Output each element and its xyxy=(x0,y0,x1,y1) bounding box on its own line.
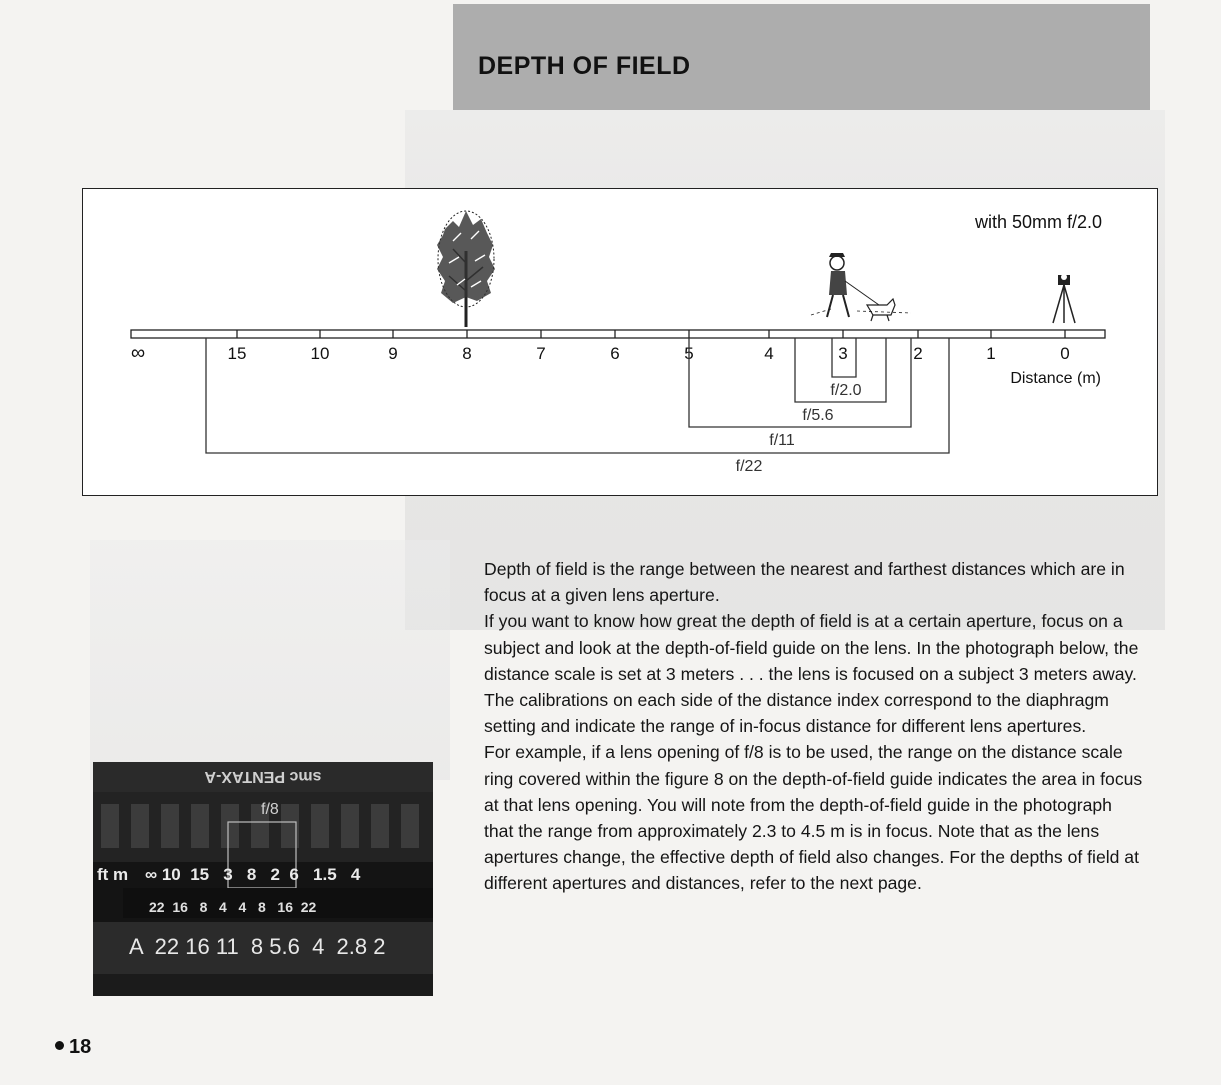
scale-tick-label: 0 xyxy=(1060,344,1070,363)
scale-tick-label: 1 xyxy=(986,344,996,363)
depth-of-field-diagram xyxy=(82,188,1158,496)
distance-scale-bar xyxy=(131,330,1105,338)
distance-ring-text: ∞ 10 15 3 8 2 6 1.5 4 xyxy=(145,865,361,884)
scale-tick-label: 2 xyxy=(913,344,923,363)
person-with-dog-icon xyxy=(811,253,911,321)
focus-ring-grip xyxy=(101,804,419,848)
scale-tick-label: 5 xyxy=(684,344,694,363)
axis-label: Distance (m) xyxy=(1010,370,1101,387)
paragraph-how-to: If you want to know how great the depth of field is at a certain aperture, focus on a subject and look at the depth-of-field guide on the lens. In the photograph below, the distance scale is set at 3 meters . . . the lens is focused on a subject 3 meters away. The calibrations on each side of the distance index correspond to the diaphragm setting and indicate the range of in-focus distance for different lens apertures. xyxy=(484,611,1139,737)
scale-tick-label: 7 xyxy=(536,344,546,363)
aperture-bracket-label: f/11 xyxy=(769,432,795,449)
paragraph-definition: Depth of field is the range between the nearest and farthest distances which are in focus at a given lens aperture. xyxy=(484,559,1125,606)
lens-brand-text: smc PENTAX-A xyxy=(204,768,322,785)
paragraph-example: For example, if a lens opening of f/8 is to be used, the range on the distance scale ring covered within the figure 8 on the depth-of-field guide indicates the area in focus at that lens opening. You will note from the depth-of-field guide in the photograph that the range from approximately 2.3 to 4.5 m is in focus. Note that as the lens apertures change, the effective depth of field also changes. For the depths of field at different apertures and distances, refer to the next page. xyxy=(484,742,1143,894)
aperture-bracket xyxy=(689,338,911,427)
aperture-bracket-label: f/5.6 xyxy=(802,407,834,424)
lens-photograph xyxy=(93,762,433,996)
page-number xyxy=(55,1036,91,1059)
aperture-marker: f/8 xyxy=(261,801,279,818)
scale-tick-label: 10 xyxy=(310,344,330,363)
camera-tripod-icon xyxy=(1053,274,1075,323)
tree-icon xyxy=(437,211,495,327)
scale-tick-label: 3 xyxy=(838,344,848,363)
body-text xyxy=(484,556,1144,897)
scale-tick-label: 9 xyxy=(388,344,398,363)
page-number-text: 18 xyxy=(69,1036,92,1058)
lens-photo-canvas xyxy=(93,762,433,996)
diagram-canvas xyxy=(83,189,1157,495)
aperture-bracket-label: f/2.0 xyxy=(830,382,862,399)
aperture-bracket-label: f/22 xyxy=(735,458,763,475)
scale-tick-label: 8 xyxy=(462,344,472,363)
aperture-bracket-labels xyxy=(736,382,862,475)
bullet-dot xyxy=(55,1041,64,1050)
scale-tick-label: 6 xyxy=(610,344,620,363)
aperture-ring-text: A 22 16 11 8 5.6 4 2.8 2 xyxy=(129,934,386,959)
scale-tick-label: ∞ xyxy=(130,342,146,364)
background-photo-faded-left xyxy=(90,540,450,780)
scale-tick-labels xyxy=(131,342,1070,364)
scale-tick-label: 15 xyxy=(227,344,247,363)
dof-scale-text: 22 16 8 4 4 8 16 22 xyxy=(149,899,317,915)
lens-note: with 50mm f/2.0 xyxy=(974,212,1102,232)
ft-m-label: ft m xyxy=(97,865,129,884)
scale-tick-label: 4 xyxy=(764,344,774,363)
page-title: DEPTH OF FIELD xyxy=(478,52,691,80)
